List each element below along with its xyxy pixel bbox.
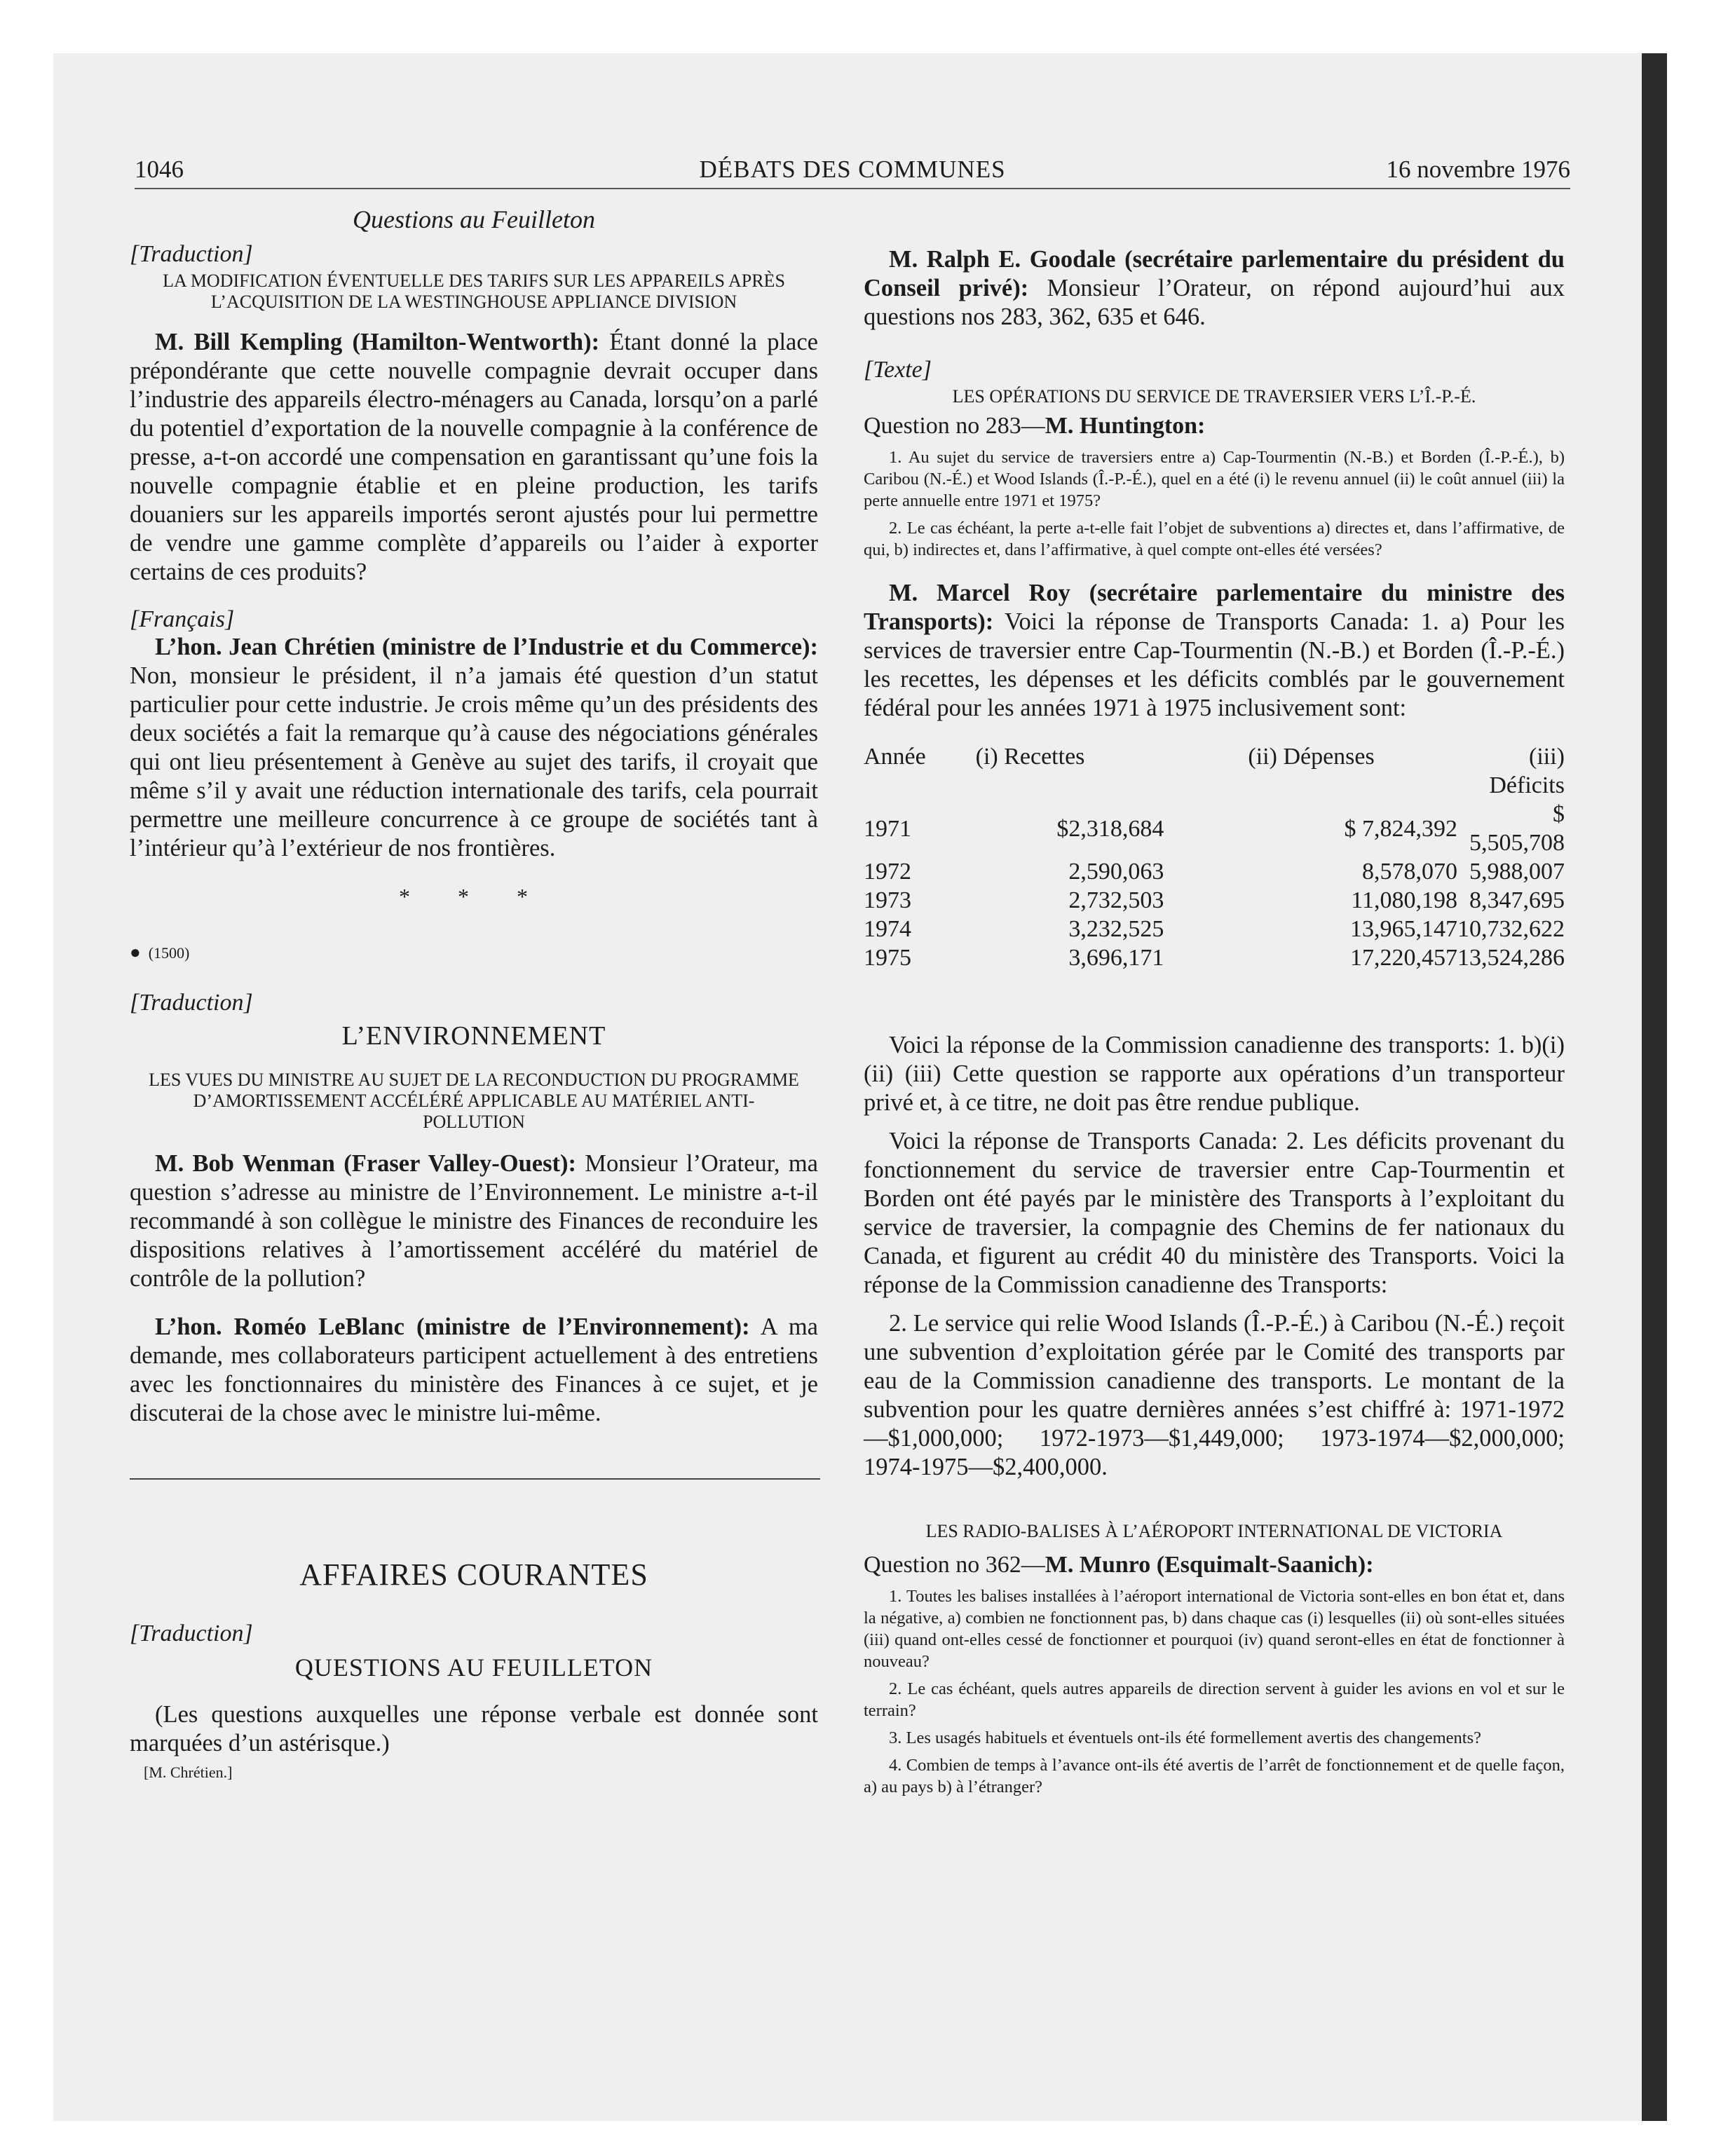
table-header-row [864, 742, 1565, 800]
table-cell: 17,220,457 [1350, 945, 1457, 971]
table-cell: 1975 [864, 945, 911, 971]
table-header: (i) Recettes [975, 744, 1085, 770]
question-283-label: Question no 283— [864, 413, 1045, 439]
paragraph-wenman [130, 1149, 818, 1293]
heading-amortissement: LES VUES DU MINISTRE AU SUJET DE LA RECONDUCTION DU PROGRAMME D’AMORTISSEMENT ACCÉLÉRÉ APPLICABLE AU MATÉRIEL ANTI-POLLUTION [149, 1070, 799, 1132]
speaker-chretien: L’hon. Jean Chrétien (ministre de l’Industrie et du Commerce): [155, 634, 818, 660]
table-cell: 3,232,525 [1068, 916, 1164, 942]
tag-francais: [Français] [130, 606, 235, 632]
bullet-icon: ● [130, 942, 141, 962]
question-283 [864, 413, 1565, 439]
paragraph-roy [864, 579, 1565, 723]
text-goodale: Monsieur l’Orateur, on répond aujourd’hui aux questions nos 283, 362, 635 et 646. [864, 275, 1565, 330]
tag-traduction: [Traduction] [130, 241, 253, 267]
table-cell: $2,318,684 [1056, 815, 1164, 842]
speaker-munro: M. Munro (Esquimalt-Saanich): [1045, 1552, 1374, 1578]
table-cell: 10,732,622 [1457, 916, 1565, 942]
paragraph-asterisque: (Les questions auxquelles une réponse verbale est donnée sont marquées d’un astérisque.) [130, 1701, 818, 1756]
text-roy: Voici la réponse de Transports Canada: 1. a) Pour les services de traversier entre Cap-Tourmentin (N.-B.) et Borden (Î.-P.-É.) les recettes, les dépenses et les déficits comblés par le gouvernement fédéral pour les années 1971 à 1975 inclusivement sont: [864, 608, 1565, 721]
table-row [864, 800, 1565, 857]
tag-traduction-2: [Traduction] [130, 990, 253, 1016]
table-header: Année [864, 744, 926, 770]
paragraph-chretien [130, 633, 818, 863]
paragraph-subvention: 2. Le service qui relie Wood Islands (Î.-P.-É.) à Caribou (N.-É.) reçoit une subvention d’exploitation gérée par le Comité des transports par eau de la Commission canadienne des transports. Le montant de la subvention pour les quatre dernières années s’est chiffré à: 1971-1972—$1,000,000; 1972-1973—$1,449,000; 1973-1974—$2,000,000; 1974-1975—$2,400,000. [864, 1310, 1565, 1480]
table-row [864, 857, 1565, 886]
question-362-part4: 4. Combien de temps à l’avance ont-ils été avertis de l’arrêt de fonctionnement et de quelle façon, a) au pays b) à l’étranger? [864, 1756, 1565, 1796]
speaker-kempling: M. Bill Kempling (Hamilton-Wentworth): [155, 329, 600, 355]
table-row [864, 886, 1565, 915]
text-wenman: Monsieur l’Orateur, ma question s’adresse au ministre de l’Environnement. Le ministre a-t-il recommandé à son collègue le ministre des Finances de reconduire les dispositions relatives à l’amortissement accéléré du matériel de contrôle de la pollution? [130, 1150, 818, 1292]
heading-traversier: LES OPÉRATIONS DU SERVICE DE TRAVERSIER VERS L’Î.-P.-É. [952, 386, 1476, 407]
table-cell: 2,590,063 [1068, 859, 1164, 885]
table-cell: 13,524,286 [1457, 945, 1565, 971]
table-cell: 5,988,007 [1469, 859, 1565, 885]
separator-stars: * * * [399, 884, 549, 909]
heading-questions-feuilleton: QUESTIONS AU FEUILLETON [294, 1653, 653, 1681]
table-cell: 8,347,695 [1469, 887, 1565, 913]
time-label: (1500) [148, 944, 190, 962]
speaker-roy: M. Marcel Roy (secrétaire parlementaire du ministre des Transports): [864, 580, 1565, 635]
scan-edge [1642, 53, 1667, 2121]
text-leblanc: A ma demande, mes collaborateurs participent actuellement à des entretiens avec les fonctionnaires du ministère des Finances à ce sujet, et je discuterai de la chose avec le ministre lui-même. [130, 1314, 818, 1426]
question-362-part3: 3. Les usagés habituels et éventuels ont-ils été formellement avertis des changements? [889, 1728, 1481, 1747]
heading-radio-balises: LES RADIO-BALISES À L’AÉROPORT INTERNATIONAL DE VICTORIA [925, 1521, 1503, 1541]
table-cell: 2,732,503 [1068, 887, 1164, 913]
question-362 [864, 1552, 1565, 1578]
ferry-finance-table [864, 742, 1565, 972]
table-cell: 11,080,198 [1351, 887, 1457, 913]
table-cell: $ 5,505,708 [1469, 801, 1565, 856]
table-cell: 13,965,147 [1350, 916, 1457, 942]
speaker-note: [M. Chrétien.] [144, 1763, 233, 1781]
table-cell: 1972 [864, 859, 911, 885]
section-divider [130, 1478, 820, 1480]
tag-traduction-3: [Traduction] [130, 1621, 253, 1646]
table-header: (iii) Déficits [1489, 744, 1565, 798]
table-cell: 1974 [864, 916, 911, 942]
section-title: Questions au Feuilleton [353, 205, 595, 233]
paragraph-transports: Voici la réponse de Transports Canada: 2. Les déficits provenant du fonctionnement du service de traversier entre Cap-Tourmentin et Borden ont été payés par le ministère des Transports à l’exploitant du service de traversier, la compagnie des Chemins de fer nationaux du Canada, et figurent au crédit 40 du ministère des Transports. Voici la réponse de la Commission canadienne des Transports: [864, 1128, 1565, 1298]
heading-affaires-courantes: AFFAIRES COURANTES [299, 1557, 648, 1592]
left-column [130, 200, 818, 1782]
table-cell: 1973 [864, 887, 911, 913]
paragraph-kempling [130, 328, 818, 587]
table-cell: 8,578,070 [1362, 859, 1457, 885]
page-date: 16 novembre 1976 [1386, 156, 1570, 183]
question-362-label: Question no 362— [864, 1552, 1045, 1578]
speaker-goodale: M. Ralph E. Goodale (secrétaire parlementaire du président du Conseil privé): [864, 246, 1565, 301]
table-cell: 1971 [864, 815, 911, 842]
heading-environnement: L’ENVIRONNEMENT [341, 1021, 606, 1051]
heading-tarifs: LA MODIFICATION ÉVENTUELLE DES TARIFS SUR LES APPAREILS APRÈS L’ACQUISITION DE LA WESTINGHOUSE APPLIANCE DIVISION [163, 271, 785, 312]
tag-texte: [Texte] [864, 357, 932, 383]
paragraph-leblanc [130, 1313, 818, 1428]
text-chretien: Non, monsieur le président, il n’a jamais été question d’un statut particulier pour cette industrie. Je crois même qu’un des présidents des deux sociétés a fait la remarque qu’à cause des négociations générales qui ont lieu présentement à Genève au sujet des tarifs, il croyait que même s’il y avait une réduction internationale des tarifs, cela pourrait permettre une meilleure concurrence à ce groupe de sociétés tant à l’intérieur qu’à l’extérieur de nos frontières. [130, 662, 818, 861]
table-cell: 3,696,171 [1068, 945, 1164, 971]
table-cell: $ 7,824,392 [1344, 815, 1457, 842]
table-row [864, 915, 1565, 943]
publication-title: DÉBATS DES COMMUNES [699, 156, 1006, 183]
paragraph-commission: Voici la réponse de la Commission canadienne des transports: 1. b)(i) (ii) (iii) Cette question se rapporte aux opérations d’un transporteur privé et, à ce titre, ne doit pas être rendue publique. [864, 1032, 1565, 1116]
table-row [864, 943, 1565, 972]
page-header [135, 156, 1570, 189]
speaker-wenman: M. Bob Wenman (Fraser Valley-Ouest): [155, 1150, 576, 1177]
question-283-part1: 1. Au sujet du service de traversiers entre a) Cap-Tourmentin (N.-B.) et Borden (Î.-P.-É.), b) Caribou (N.-É.) et Wood Islands (Î.-P.-É.), quel en a été (i) le revenu annuel (ii) le coût annuel (iii) la perte annuelle entre 1971 et 1975? [864, 448, 1565, 510]
time-marker [130, 942, 818, 963]
paragraph-goodale [864, 245, 1565, 332]
question-283-part2: 2. Le cas échéant, la perte a-t-elle fait l’objet de subventions a) directes et, dans l’affirmative, de qui, b) indirectes et, dans l’affirmative, à quel compte ont-elles été versées? [864, 519, 1565, 559]
table-header: (ii) Dépenses [1248, 744, 1375, 770]
speaker-huntington: M. Huntington: [1045, 413, 1206, 439]
speaker-leblanc: L’hon. Roméo LeBlanc (ministre de l’Environnement): [155, 1314, 750, 1340]
question-362-part1: 1. Toutes les balises installées à l’aéroport international de Victoria sont-elles en bon état et, dans la négative, a) combien ne fonctionnent pas, b) dans chaque cas (i) lesquelles (ii) où sont-elles situées (iii) quand ont-elles cessé de fonctionner et pourquoi (iv) quand seront-elles en état de fonctionner à nouveau? [864, 1587, 1565, 1671]
text-kempling: Étant donné la place prépondérante que cette nouvelle compagnie devrait occuper dans l’industrie des appareils électro-ménagers au Canada, lorsqu’on a parlé du potentiel d’exportation de la nouvelle compagnie à la conférence de presse, a-t-on accordé une compensation en garantissant qu’une fois la nouvelle compagnie établie et en pleine production, les tarifs douaniers sur les appareils importés seront ajustés pour lui permettre de vendre une gamme complète d’appareils ou l’aider à exporter certains de ces produits? [130, 329, 818, 585]
question-362-part2: 2. Le cas échéant, quels autres appareils de direction servent à guider les avions en vol et sur le terrain? [864, 1679, 1565, 1720]
page-number: 1046 [135, 156, 184, 183]
right-column [864, 245, 1565, 1798]
